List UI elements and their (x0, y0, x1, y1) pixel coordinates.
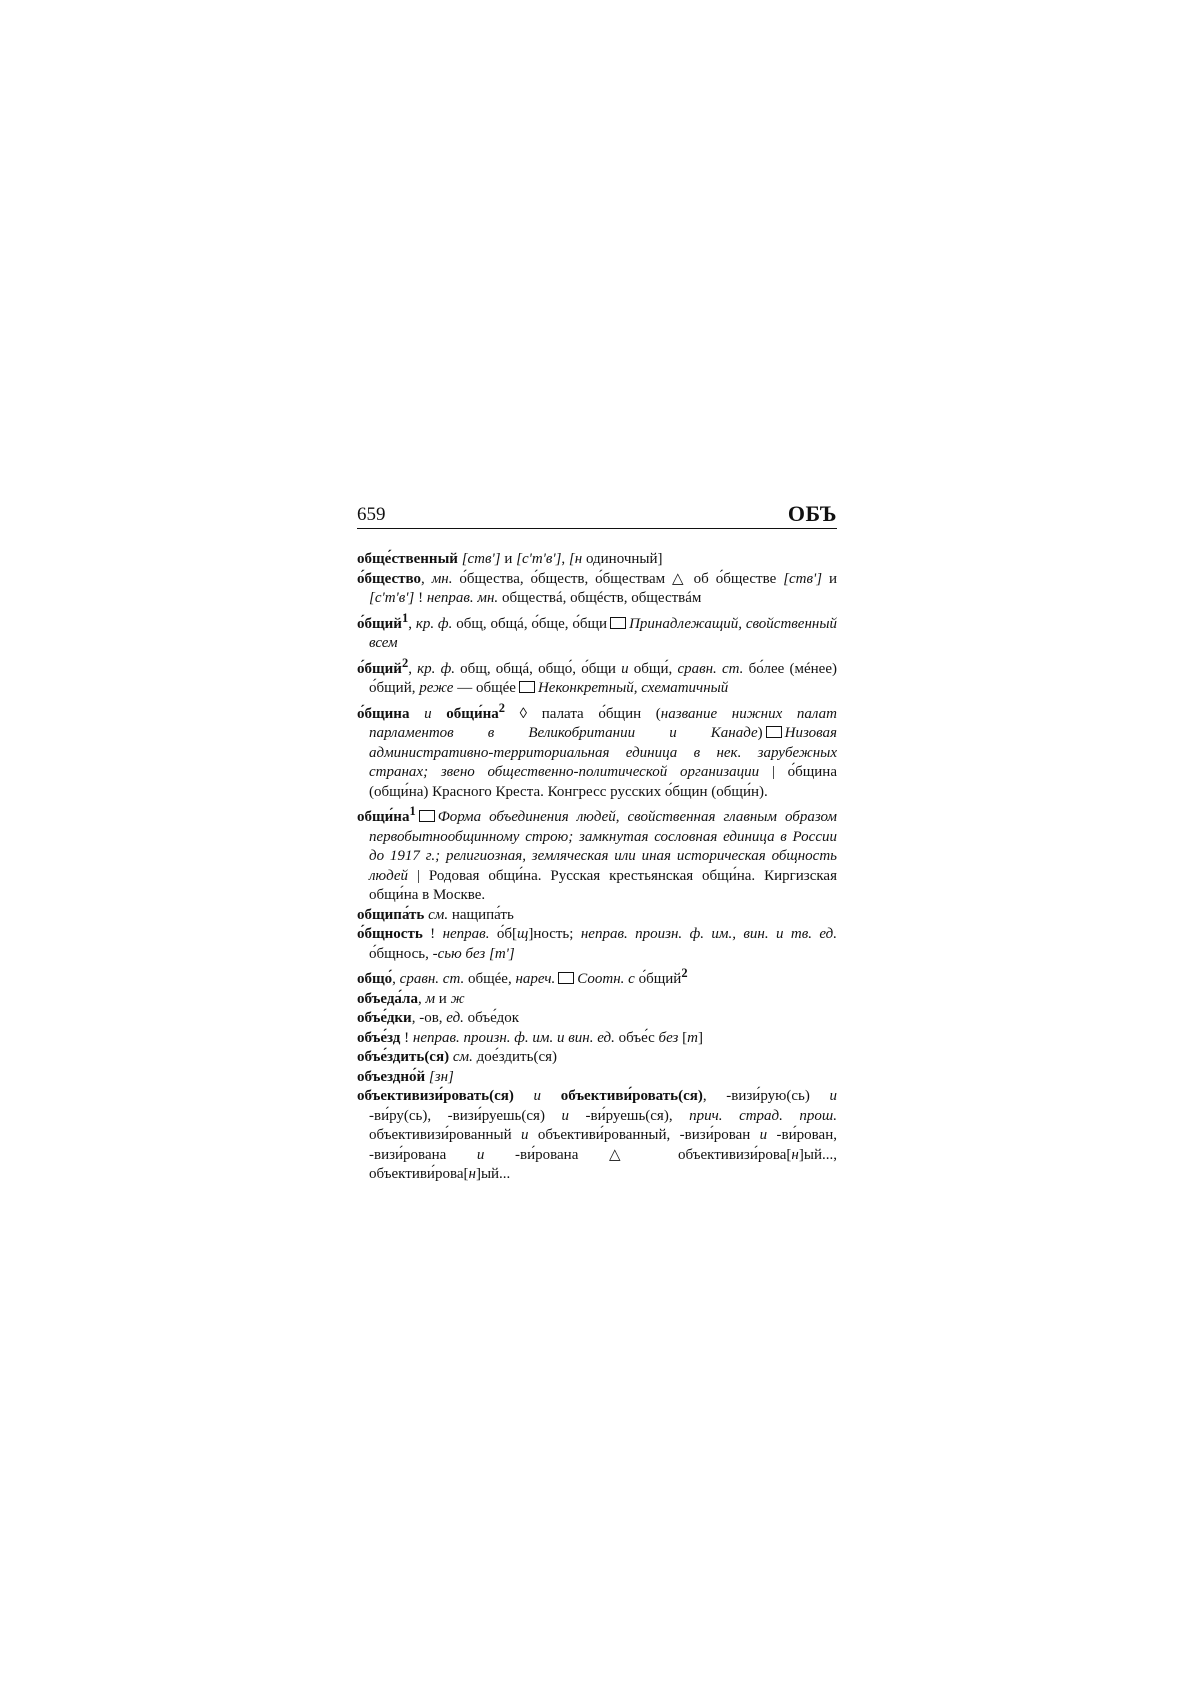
entry-text: и (822, 570, 838, 587)
headword: объеда́ла (357, 990, 418, 1007)
entry-text: , (561, 551, 569, 567)
entry-text: ) (757, 725, 763, 741)
definition-box-icon (766, 726, 782, 738)
entry-text: о́бщнось, (369, 945, 433, 962)
headword: объездно́й (357, 1068, 426, 1085)
entry-text: объе́док (463, 1010, 520, 1026)
entry-text: объективи́рованный, -визи́рован (528, 1127, 760, 1143)
entry-text: общ, общá, о́бще, о́бщи (452, 615, 608, 632)
grammar-label: и (621, 660, 629, 677)
grammar-label: неправ. произн. ф. им. и вин. ед. (412, 1029, 615, 1046)
entry-text: -ви́рован, -визи́рована (369, 1127, 837, 1163)
grammar-label: мн. (431, 570, 453, 587)
headword: общи́на (446, 705, 499, 722)
dictionary-entry (357, 1068, 837, 1088)
grammar-label: сравн. ст. (677, 660, 744, 677)
transcription: [т'] (489, 945, 515, 962)
definition-box-icon (419, 810, 435, 822)
grammar-label: кр. ф. (417, 660, 455, 677)
entry-text: и (500, 551, 517, 567)
entry-text: общи́, (628, 660, 678, 677)
transcription: [зн] (428, 1068, 454, 1085)
entry-text: , -визи́рую(сь) (702, 1088, 830, 1104)
entry-text (514, 1088, 534, 1104)
entry-text (541, 1088, 561, 1104)
dictionary-entry (357, 1029, 837, 1049)
entry-text: -ви́рована △ объективизи́рова[ (484, 1146, 792, 1163)
grammar-label: кр. ф. (415, 615, 453, 632)
headword: о́бщество (357, 570, 422, 587)
entry-list (357, 550, 837, 1185)
transcription: н (468, 1166, 476, 1182)
transcription: [ств'] (461, 551, 501, 567)
entry-text: ] (698, 1029, 703, 1046)
grammar-label: и (521, 1127, 529, 1143)
entry-text: ◊ палата о́бщин ( (505, 705, 661, 722)
dictionary-entry (357, 906, 837, 926)
headword: о́бщий (357, 660, 402, 677)
entry-text: , (417, 990, 426, 1007)
definition: Принадлежащий, свойственный всем (369, 615, 838, 651)
entry-text: дое́здить(ся) (472, 1049, 557, 1065)
definition: название нижних палат парламентов в Великобритании и Канаде (369, 705, 837, 741)
headword: объе́здить(ся) (357, 1049, 450, 1065)
page-header (357, 503, 837, 529)
entry-text: -ви́руешь(ся), (568, 1107, 690, 1124)
entry-text: о́бщества, о́бществ, о́бществам △ об о́бществе (452, 570, 784, 587)
grammar-label: см. (452, 1049, 473, 1065)
grammar-label: неправ. произн. ф. им., вин. и тв. ед. (580, 926, 837, 942)
entry-text: , (408, 660, 418, 677)
definition-box-icon (519, 681, 535, 693)
entry-text: одиночный] (582, 551, 663, 567)
grammar-label: нареч. (515, 971, 556, 987)
headword: о́бщность (357, 926, 423, 942)
transcription: т (687, 1029, 698, 1046)
headword: о́бщий (357, 615, 402, 632)
dictionary-entry (357, 964, 837, 990)
entry-text: ]ность; (528, 926, 581, 942)
grammar-label: прич. страд. прош. (689, 1107, 838, 1124)
transcription: [ств'] (783, 570, 823, 587)
grammar-label: и (829, 1088, 837, 1104)
dictionary-entry (357, 654, 837, 699)
definition-box-icon (558, 972, 574, 984)
entry-text: объе́с (614, 1029, 659, 1046)
homonym-number: 2 (681, 966, 688, 980)
transcription: [с'т'в'] (369, 590, 415, 606)
headword: общи́на (357, 809, 410, 825)
grammar-label: и (561, 1107, 569, 1124)
entry-text: ! (414, 590, 427, 606)
headword: общипа́ть (357, 906, 425, 923)
definition: Неконкретный, схематичный (537, 680, 729, 696)
grammar-label: неправ. мн. (426, 590, 499, 606)
headword: объективи́ровать(ся) (560, 1088, 703, 1104)
entry-text: общ, общá, общо́, о́бщи (455, 660, 622, 677)
grammar-label: ед. (446, 1010, 464, 1026)
entry-text: , (421, 570, 432, 587)
entry-text: бо́лее (мéнее) о́бщий, (369, 660, 837, 696)
transcription: [н (568, 551, 583, 567)
page-number: 659 (357, 504, 386, 525)
dictionary-entry (357, 1048, 837, 1068)
entry-text: | о́бщина (общи́на) Красного Креста. Конгресс русских о́бщин (общи́н). (369, 764, 837, 800)
dictionary-entry (357, 550, 837, 570)
entry-text: [ (678, 1029, 688, 1046)
headword: общо́ (357, 971, 393, 987)
headword: объе́зд (357, 1029, 401, 1046)
entry-text: , (392, 971, 400, 987)
grammar-label: -сью без (432, 945, 486, 962)
homonym-number: 2 (498, 700, 505, 715)
grammar-label: и (424, 705, 432, 722)
entry-text: о́бщий (634, 971, 682, 987)
entry-text: — общéе (453, 680, 516, 696)
entry-text: , -ов, (411, 1010, 447, 1026)
grammar-label: сравн. ст. (399, 971, 465, 987)
transcription: щ (517, 926, 529, 942)
entry-text: обществá, общéств, обществáм (498, 590, 702, 606)
entry-text: ]ый..., объективи́рова[ (369, 1146, 837, 1182)
grammar-label: ж (450, 990, 465, 1007)
running-head: ОБЪ (787, 501, 837, 526)
entry-text: общéе, (464, 971, 516, 987)
grammar-label: и (476, 1146, 485, 1163)
grammar-label: м (425, 990, 436, 1007)
transcription: н (791, 1146, 799, 1163)
entry-text: | Родовая общи́на. Русская крестьянская общи́на. Киргизская общи́на в Москве. (369, 867, 837, 903)
entry-text: о́б[ (489, 926, 517, 942)
definition: Низовая административно-территориальная единица в нек. зарубежных странах; звено общественно-политической организации (369, 725, 837, 780)
definition-box-icon (610, 617, 626, 629)
definition: Соотн. с (577, 971, 635, 987)
dictionary-entry (357, 699, 837, 803)
dictionary-page (357, 503, 837, 1185)
entry-text: ! (400, 1029, 413, 1046)
homonym-number: 1 (409, 804, 416, 818)
definition: Форма объединения людей, свойственная главным образом первобытнообщинному строю; замкнутая сословная единица в России до 1917 г.; религиозная, земляческая или иная историческая общность людей (369, 809, 837, 884)
entry-text (409, 706, 424, 722)
entry-text (432, 706, 447, 722)
entry-text: ]ый... (475, 1166, 511, 1182)
headword: объективизи́ровать(ся) (357, 1088, 514, 1104)
grammar-label: и (759, 1127, 768, 1143)
homonym-number: 2 (401, 655, 409, 670)
grammar-label: см. (428, 906, 449, 923)
entry-text: -ви́ру(сь), -визи́руешь(ся) (369, 1107, 562, 1124)
homonym-number: 1 (401, 610, 409, 625)
dictionary-entry (357, 1009, 837, 1029)
grammar-label: неправ. (442, 926, 490, 942)
grammar-label: без (658, 1029, 679, 1046)
dictionary-entry (357, 1087, 837, 1185)
headword: объе́дки (357, 1010, 412, 1026)
transcription: [с'т'в'] (516, 551, 562, 567)
dictionary-entry (357, 570, 837, 609)
entry-text: , (408, 615, 416, 632)
entry-text: ! (422, 926, 443, 942)
dictionary-entry (357, 990, 837, 1010)
entry-text: объективизи́рованный (369, 1127, 521, 1143)
grammar-label: и (533, 1088, 542, 1104)
dictionary-entry (357, 802, 837, 906)
grammar-label: реже (419, 680, 454, 696)
dictionary-entry (357, 925, 837, 964)
headword: о́бщина (357, 705, 410, 722)
entry-text: и (435, 990, 451, 1007)
dictionary-entry (357, 609, 837, 654)
entry-text: нащипа́ть (448, 906, 514, 923)
headword: обще́ственный (357, 551, 458, 567)
